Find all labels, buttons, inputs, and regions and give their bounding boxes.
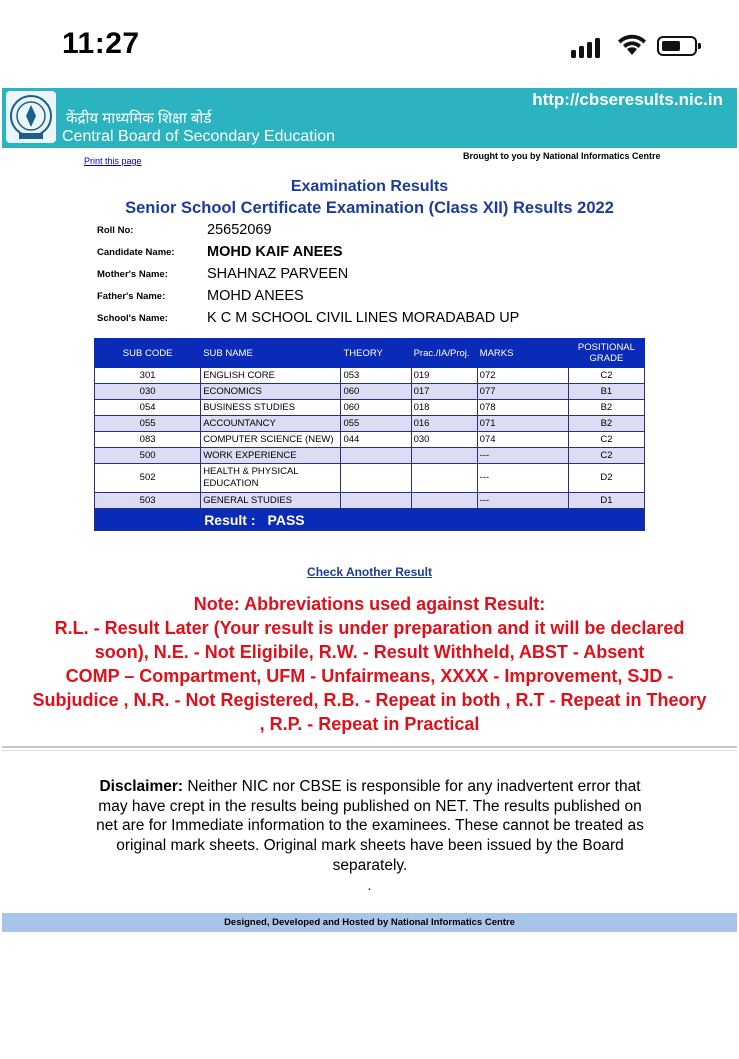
- signal-icon: [571, 36, 607, 58]
- table-cell: 060: [341, 384, 411, 400]
- check-another-result-link[interactable]: Check Another Result: [307, 565, 432, 579]
- note-line: COMP – Compartment, UFM - Unfairmeans, XXXX - Improvement, SJD -: [65, 666, 674, 686]
- print-page-link[interactable]: Print this page: [84, 156, 142, 166]
- exam-title: Senior School Certificate Examination (Class XII) Results 2022: [125, 199, 614, 217]
- table-cell: [341, 493, 411, 509]
- table-row: [95, 493, 645, 509]
- site-url[interactable]: http://cbseresults.nic.in: [532, 90, 723, 109]
- roll-value: 25652069: [207, 222, 272, 238]
- col-header: SUB CODE: [95, 339, 201, 368]
- disclaimer: [90, 777, 650, 876]
- divider: [2, 746, 737, 748]
- table-cell: ---: [477, 464, 568, 493]
- col-header: THEORY: [341, 339, 411, 368]
- table-row: [95, 368, 645, 384]
- table-row: [95, 416, 645, 432]
- table-row: [95, 464, 645, 493]
- table-cell: 017: [411, 384, 477, 400]
- father-name-label: Father's Name:: [97, 291, 166, 302]
- table-cell: 078: [477, 400, 568, 416]
- roll-label: Roll No:: [97, 225, 134, 236]
- table-row: [95, 448, 645, 464]
- disclaimer-dot: .: [367, 877, 372, 893]
- table-cell: 074: [477, 432, 568, 448]
- table-cell: 502: [95, 464, 201, 493]
- result-label: Result :: [204, 511, 256, 528]
- disclaimer-text: Neither NIC nor CBSE is responsible for any inadvertent error that may have crept in the results being published on NET. The results published on net are for Immediate information to the examinees. These cannot be treated as original mark sheets. Original mark sheets have been issued by the Board separately.: [96, 778, 644, 874]
- status-time: 11:27: [62, 27, 140, 60]
- table-cell: 055: [95, 416, 201, 432]
- candidate-name-label: Candidate Name:: [97, 247, 175, 258]
- header-banner: [2, 88, 737, 148]
- mother-name-value: SHAHNAZ PARVEEN: [207, 266, 349, 282]
- brought-by-text: Brought to you by National Informatics Centre: [463, 151, 661, 161]
- table-cell: B2: [568, 416, 644, 432]
- table-cell: [411, 448, 477, 464]
- school-name-value: K C M SCHOOL CIVIL LINES MORADABAD UP: [207, 310, 520, 326]
- table-cell: B2: [568, 400, 644, 416]
- table-cell: WORK EXPERIENCE: [201, 448, 341, 464]
- status-bar: [0, 0, 739, 88]
- divider: [2, 750, 737, 751]
- father-name-value: MOHD ANEES: [207, 288, 304, 304]
- footer: Designed, Developed and Hosted by National Informatics Centre: [2, 913, 737, 932]
- table-cell: 019: [411, 368, 477, 384]
- note-line: , R.P. - Repeat in Practical: [259, 714, 480, 734]
- mother-name-label: Mother's Name:: [97, 269, 168, 280]
- marks-table: [94, 338, 645, 531]
- table-cell: ---: [477, 493, 568, 509]
- table-cell: ENGLISH CORE: [201, 368, 341, 384]
- table-row: [95, 432, 645, 448]
- col-header: MARKS: [477, 339, 568, 368]
- abbreviation-note: [0, 592, 739, 736]
- col-header: Prac./IA/Proj.: [411, 339, 477, 368]
- table-cell: 083: [95, 432, 201, 448]
- table-cell: [341, 464, 411, 493]
- table-cell: [341, 448, 411, 464]
- table-cell: [411, 464, 477, 493]
- col-header: SUB NAME: [201, 339, 341, 368]
- table-cell: HEALTH & PHYSICAL EDUCATION: [201, 464, 341, 493]
- page-title: Examination Results: [290, 178, 449, 195]
- col-header: POSITIONAL GRADE: [568, 339, 644, 368]
- note-line: R.L. - Result Later (Your result is under preparation and it will be declared: [54, 618, 685, 638]
- board-hindi-title: केंद्रीय माध्यमिक शिक्षा बोर्ड: [66, 110, 212, 127]
- table-cell: 077: [477, 384, 568, 400]
- table-cell: D2: [568, 464, 644, 493]
- table-cell: 072: [477, 368, 568, 384]
- table-row: [95, 400, 645, 416]
- table-row: [95, 384, 645, 400]
- table-cell: 053: [341, 368, 411, 384]
- table-cell: ACCOUNTANCY: [201, 416, 341, 432]
- table-cell: 044: [341, 432, 411, 448]
- table-cell: 055: [341, 416, 411, 432]
- table-cell: ---: [477, 448, 568, 464]
- table-cell: COMPUTER SCIENCE (NEW): [201, 432, 341, 448]
- table-cell: GENERAL STUDIES: [201, 493, 341, 509]
- school-name-label: School's Name:: [97, 313, 168, 324]
- table-cell: 030: [95, 384, 201, 400]
- note-line: Note: Abbreviations used against Result:: [193, 594, 546, 614]
- table-cell: B1: [568, 384, 644, 400]
- table-cell: 503: [95, 493, 201, 509]
- battery-icon: [657, 36, 697, 56]
- result-row: [95, 509, 645, 531]
- disclaimer-label: Disclaimer:: [99, 778, 184, 795]
- table-cell: ECONOMICS: [201, 384, 341, 400]
- table-cell: 060: [341, 400, 411, 416]
- table-cell: C2: [568, 448, 644, 464]
- result-spacer: [95, 509, 201, 531]
- table-cell: 301: [95, 368, 201, 384]
- note-line: Subjudice , N.R. - Not Registered, R.B. - Repeat in both , R.T - Repeat in Theory: [32, 690, 707, 710]
- cbse-logo-icon: [6, 91, 56, 143]
- table-cell: [411, 493, 477, 509]
- note-line: soon), N.E. - Not Eligibile, R.W. - Result Withheld, ABST - Absent: [94, 642, 645, 662]
- board-english-title: Central Board of Secondary Education: [62, 128, 336, 145]
- table-cell: 054: [95, 400, 201, 416]
- result-value: PASS: [267, 511, 305, 528]
- table-cell: 500: [95, 448, 201, 464]
- table-cell: BUSINESS STUDIES: [201, 400, 341, 416]
- table-cell: 030: [411, 432, 477, 448]
- table-header-row: [95, 339, 645, 368]
- table-cell: C2: [568, 432, 644, 448]
- candidate-name-value: MOHD KAIF ANEES: [207, 244, 343, 260]
- result-cell: [201, 509, 645, 531]
- table-cell: 071: [477, 416, 568, 432]
- wifi-icon: [616, 33, 648, 57]
- table-cell: D1: [568, 493, 644, 509]
- table-cell: C2: [568, 368, 644, 384]
- table-cell: 016: [411, 416, 477, 432]
- table-cell: 018: [411, 400, 477, 416]
